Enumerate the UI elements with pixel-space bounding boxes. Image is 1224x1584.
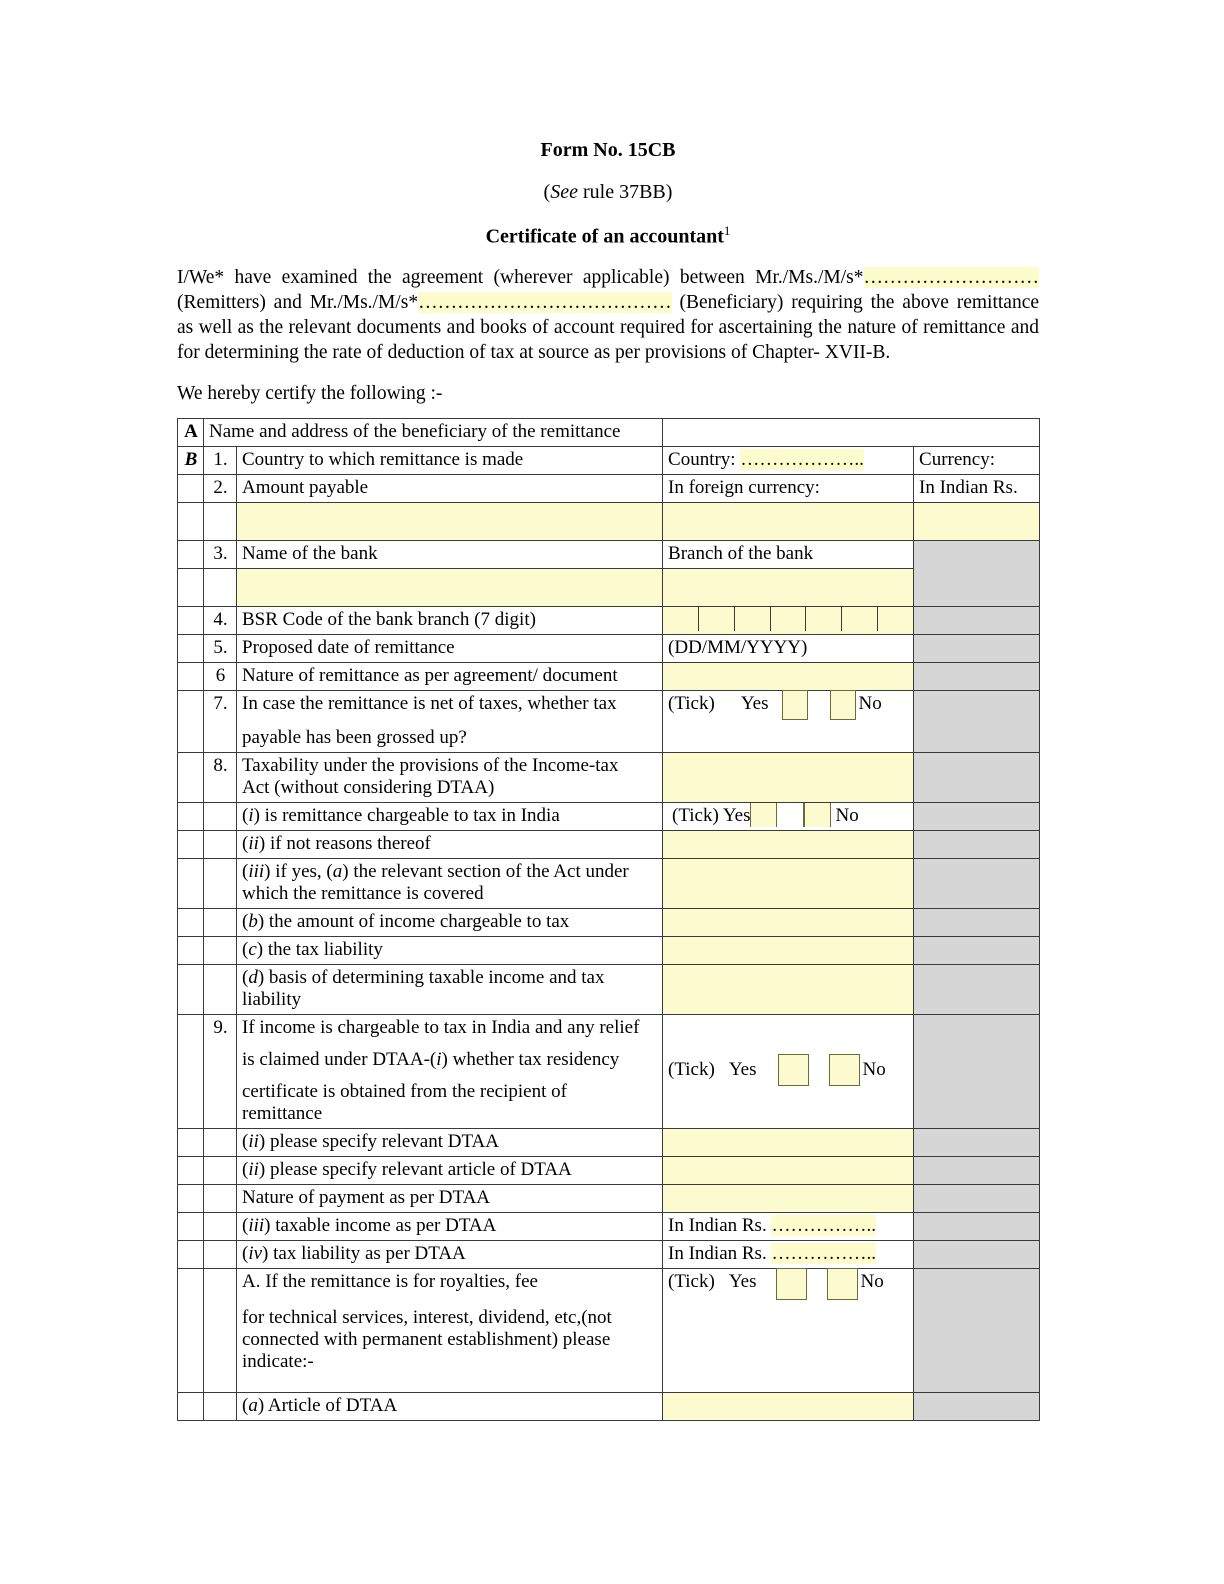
row-8i-no-label: No [835,804,859,826]
row-9iia-number-blank [204,1128,237,1156]
row-nature-label: Nature of payment as per DTAA [237,1184,663,1212]
row-9iii-label-text: ) taxable income as per DTAA [264,1214,497,1236]
table-row-article-dtaa [178,1392,1040,1420]
bsr-digit-3[interactable] [735,607,771,631]
row-9-label-line2a: is claimed under DTAA-( [242,1048,437,1070]
row-6-number: 6 [204,662,237,690]
row-8ii-number-blank [204,830,237,858]
row-9iib-marker: ii [248,1158,259,1180]
row-8d-label: (d) basis of determining taxable income and tax liability [237,964,663,1014]
row-8ii-marker: ii [248,832,259,854]
row-8iii-field[interactable] [663,858,914,908]
row-royalties-line2: for technical services, interest, dividend, etc,(not [242,1306,612,1328]
section-a-marker: A [178,418,204,446]
row-2-foreign-currency-label: In foreign currency: [663,474,914,502]
row-8i-yes-checkbox[interactable] [750,803,777,827]
bsr-digit-7[interactable] [878,607,913,631]
row-royalties-label [237,1268,663,1392]
see-word: See [550,181,578,203]
row-1-country-label: Country: [668,448,741,470]
row-royalties-yes-label: Yes [728,1270,757,1292]
row-9iii-disabled-cell [914,1212,1040,1240]
table-row-8b [178,908,1040,936]
row-3-disabled-cell [914,540,1040,606]
table-row-6 [178,662,1040,690]
row-7-number: 7. [204,690,237,752]
row-royalties-line4: indicate:- [242,1350,314,1372]
row-6-label: Nature of remittance as per agreement/ document [237,662,663,690]
row-7-label-line2: payable has been grossed up? [242,726,467,748]
section-b-spacer-article [178,1392,204,1420]
row-9iib-label: (ii) please specify relevant article of DTAA [237,1156,663,1184]
table-row-2 [178,474,1040,502]
row-7-no-label: No [858,692,882,714]
row-9-label-line2 [242,1049,658,1071]
row-9-marker: i [436,1048,442,1070]
row-8c-number-blank [204,936,237,964]
row-8-number: 8. [204,752,237,802]
section-b-spacer-2b [178,502,204,540]
section-b-spacer-royalties [178,1268,204,1392]
bsr-digit-6[interactable] [842,607,878,631]
row-8iii-marker: iii [248,860,265,882]
row-royalties-line3: connected with permanent establishment) please [242,1328,611,1350]
row-3-branch-field[interactable] [663,568,914,606]
section-b-spacer-3b [178,568,204,606]
row-9iv-field[interactable] [663,1240,914,1268]
row-a-value-field[interactable] [663,418,1040,446]
row-royalties-number-blank [204,1268,237,1392]
intro-part-3: (Beneficiary) requiring the above remittance as well as the relevant documents and books of account required for ascertaining the nature of remittance and for determining the rate of deduction of tax at source as per provisions of Chapter- XVII-B. [177,291,1040,363]
row-nature-disabled-cell [914,1184,1040,1212]
table-row-9iii [178,1212,1040,1240]
row-9iii-label: (iii) taxable income as per DTAA [237,1212,663,1240]
row-9iib-field[interactable] [663,1156,914,1184]
row-6-disabled-cell [914,662,1040,690]
table-row-9ii-b [178,1156,1040,1184]
row-8ii-disabled-cell [914,830,1040,858]
rule-reference: (See rule 37BB) [543,181,673,203]
row-7-yes-label: Yes [740,692,769,714]
row-8c-label-text: ) the tax liability [256,938,383,960]
row-8-taxability-field[interactable] [663,752,914,802]
row-a-label: Name and address of the beneficiary of the remittance [204,418,663,446]
row-8ii-field[interactable] [663,830,914,858]
row-2-foreign-currency-field[interactable] [663,502,914,540]
table-row-1 [178,446,1040,474]
intro-part-2: (Remitters) and Mr./Ms./M/s* [177,291,419,313]
section-b-spacer-3 [178,540,204,568]
intro-part-1: I/We* have examined the agreement (wherever applicable) between Mr./Ms./M/s* [177,266,864,288]
row-9-no-checkbox[interactable] [829,1054,860,1086]
section-b-marker: B [178,446,204,474]
row-article-disabled-cell [914,1392,1040,1420]
row-8i-label: (i) is remittance chargeable to tax in India [237,802,663,830]
row-nature-number-blank [204,1184,237,1212]
table-row-3 [178,540,1040,568]
row-8i-disabled-cell [914,802,1040,830]
row-3-branch-label: Branch of the bank [663,540,914,568]
row-5-disabled-cell [914,634,1040,662]
section-b-spacer-8ii [178,830,204,858]
row-royalties-tick-group [668,1271,909,1300]
row-9iv-number-blank [204,1240,237,1268]
form-title: Form No. 15CB [540,139,676,161]
row-9iia-label-text: ) please specify relevant DTAA [258,1130,499,1152]
row-8i-number-blank [204,802,237,830]
row-9iia-field[interactable] [663,1128,914,1156]
beneficiary-blank: ………………………………… [418,291,672,313]
row-8i-yes-label: Yes [722,804,751,826]
row-9-disabled-cell [914,1014,1040,1128]
row-9-no-label: No [862,1058,886,1080]
row-8d-marker: d [248,966,258,988]
section-b-spacer-8c [178,936,204,964]
row-8iii-disabled-cell [914,858,1040,908]
row-9-yes-checkbox[interactable] [778,1054,809,1086]
row-2-indian-rs-label: In Indian Rs. [914,474,1040,502]
row-9-yes-label: Yes [728,1058,757,1080]
bsr-digit-1[interactable] [663,607,699,631]
row-9iv-marker: iv [248,1242,263,1264]
row-9iii-blank: …………….. [771,1214,876,1236]
row-5-label: Proposed date of remittance [237,634,663,662]
bsr-box-group [663,607,913,631]
row-4-disabled-cell [914,606,1040,634]
row-9-tick-field [663,1014,914,1128]
row-8i-tick-field [663,802,914,830]
row-8-disabled-cell [914,752,1040,802]
table-row-3-input [178,568,1040,606]
section-b-spacer-9iia [178,1128,204,1156]
table-row-5 [178,634,1040,662]
row-article-field[interactable] [663,1392,914,1420]
section-b-spacer-8i [178,802,204,830]
row-royalties-disabled-cell [914,1268,1040,1392]
row-7-tick-group [668,693,909,720]
row-8b-disabled-cell [914,908,1040,936]
row-2-number-blank [204,502,237,540]
table-row-4 [178,606,1040,634]
row-8-label [237,752,663,802]
row-9-tick-label: (Tick) [668,1058,715,1080]
row-7-disabled-cell [914,690,1040,752]
row-8c-label: (c) the tax liability [237,936,663,964]
row-8d-label-text: ) basis of determining taxable income and tax liability [242,966,605,1010]
row-8i-checkbox-gap [777,803,804,827]
row-9-number: 9. [204,1014,237,1128]
row-9iia-marker: ii [248,1130,259,1152]
certify-line: We hereby certify the following :- [177,382,443,404]
section-b-spacer-9iii [178,1212,204,1240]
section-b-spacer-8 [178,752,204,802]
row-article-marker: a [248,1394,258,1416]
table-row-7 [178,690,1040,752]
row-5-number: 5. [204,634,237,662]
remitter-blank: ……………………… [863,266,1039,288]
row-8b-field[interactable] [663,908,914,936]
row-1-label: Country to which remittance is made [237,446,663,474]
row-7-label [237,690,663,752]
table-row-9 [178,1014,1040,1128]
document-content [177,140,1039,1421]
row-royalties-no-checkbox[interactable] [827,1268,858,1300]
row-9-label [237,1014,663,1128]
row-9iv-disabled-cell [914,1240,1040,1268]
row-3-label: Name of the bank [237,540,663,568]
row-8iii-label-part-b: ) the relevant section of the Act under which the remittance is covered [242,860,629,904]
row-8i-tick-group [668,803,913,827]
section-b-spacer-7 [178,690,204,752]
table-row-8ii [178,830,1040,858]
certificate-title [177,224,1039,247]
rule-number: rule 37BB [577,181,666,203]
row-2-amount-label-field[interactable] [237,502,663,540]
row-8i-marker: i [248,804,254,826]
row-8b-number-blank [204,908,237,936]
row-royalties-tick-label: (Tick) [668,1270,715,1292]
section-b-spacer-8iii [178,858,204,908]
section-b-spacer-2 [178,474,204,502]
row-8iii-label-part-a: ) if yes, ( [264,860,333,882]
row-1-country-field[interactable] [663,446,914,474]
section-b-spacer-6 [178,662,204,690]
row-9iib-label-text: ) please specify relevant article of DTAA [258,1158,572,1180]
row-article-label-text: ) Article of DTAA [257,1394,398,1416]
row-8c-marker: c [248,938,257,960]
row-royalties-line1: A. If the remittance is for royalties, fee [242,1270,538,1292]
row-9iv-currency-label: In Indian Rs. [668,1242,772,1264]
row-7-yes-checkbox[interactable] [782,690,808,720]
row-8d-disabled-cell [914,964,1040,1014]
row-9iib-number-blank [204,1156,237,1184]
row-8b-label-text: ) the amount of income chargeable to tax [257,910,570,932]
row-8ii-label: (ii) if not reasons thereof [237,830,663,858]
row-9iia-label: (ii) please specify relevant DTAA [237,1128,663,1156]
row-8c-field[interactable] [663,936,914,964]
row-8i-no-checkbox[interactable] [804,803,831,827]
section-b-spacer-4 [178,606,204,634]
row-royalties-no-label: No [860,1270,884,1292]
row-8iii-number-blank [204,858,237,908]
row-8b-marker: b [248,910,258,932]
table-row-8 [178,752,1040,802]
row-8i-label-text: ) is remittance chargeable to tax in India [253,804,560,826]
row-9-label-line4: remittance [242,1102,323,1124]
form-table [177,418,1040,1421]
row-3-number-blank [204,568,237,606]
row-9iii-currency-label: In Indian Rs. [668,1214,772,1236]
table-row-8i [178,802,1040,830]
row-1-country-blank: ……………….. [740,448,864,470]
row-9iv-label-text: ) tax liability as per DTAA [262,1242,466,1264]
row-4-label: BSR Code of the bank branch (7 digit) [237,606,663,634]
row-9iii-field[interactable] [663,1212,914,1240]
row-nature-field[interactable] [663,1184,914,1212]
row-9iv-label: (iv) tax liability as per DTAA [237,1240,663,1268]
row-5-date-field[interactable]: (DD/MM/YYYY) [663,634,914,662]
row-9iv-blank: …………….. [771,1242,876,1264]
row-9-tick-group [668,1059,909,1086]
row-9iii-marker: iii [248,1214,265,1236]
row-7-tick-label: (Tick) [668,692,715,714]
row-7-label-line1: In case the remittance is net of taxes, whether tax [242,692,617,714]
row-9-label-line2b: ) whether tax residency [441,1048,620,1070]
row-8iii-marker-a: a [332,860,343,882]
row-8d-field[interactable] [663,964,914,1014]
bsr-digit-5[interactable] [806,607,842,631]
row-1-currency-field[interactable]: Currency: [914,446,1040,474]
row-2-number: 2. [204,474,237,502]
row-8iii-label: (iii) if yes, (a) the relevant section of the Act under which the remittance is covered [237,858,663,908]
section-b-spacer-5 [178,634,204,662]
section-b-spacer-8b [178,908,204,936]
row-6-nature-field[interactable] [663,662,914,690]
section-b-spacer-9iv [178,1240,204,1268]
row-8-label-line2: Act (without considering DTAA) [242,776,495,798]
table-row-royalties [178,1268,1040,1392]
table-row-a [178,418,1040,446]
row-9iii-number-blank [204,1212,237,1240]
row-royalties-tick-field [663,1268,914,1392]
row-9iia-disabled-cell [914,1128,1040,1156]
table-row-9ii-a [178,1128,1040,1156]
intro-paragraph [177,265,1039,365]
row-article-number-blank [204,1392,237,1420]
row-1-number: 1. [204,446,237,474]
row-8b-label: (b) the amount of income chargeable to tax [237,908,663,936]
table-row-8iii [178,858,1040,908]
certificate-title-text: Certificate of an accountant [485,225,724,248]
row-2-label: Amount payable [237,474,663,502]
row-7-no-checkbox[interactable] [830,690,856,720]
row-8i-tick-label: (Tick) [672,804,719,826]
table-row-9iv [178,1240,1040,1268]
table-row-8d [178,964,1040,1014]
row-8d-number-blank [204,964,237,1014]
section-b-spacer-9iib [178,1156,204,1184]
row-8ii-label-text: ) if not reasons thereof [258,832,431,854]
bsr-digit-2[interactable] [699,607,735,631]
row-royalties-yes-checkbox[interactable] [776,1268,807,1300]
table-row-2-input [178,502,1040,540]
section-b-spacer-nature [178,1184,204,1212]
row-4-number: 4. [204,606,237,634]
row-3-number: 3. [204,540,237,568]
section-b-spacer-8d [178,964,204,1014]
row-9-label-line1: If income is chargeable to tax in India and any relief [242,1016,640,1038]
row-article-label: (a) Article of DTAA [237,1392,663,1420]
footnote-marker: 1 [723,223,731,238]
row-8-label-line1: Taxability under the provisions of the Income-tax [242,754,619,776]
bsr-digit-4[interactable] [771,607,807,631]
row-3-bank-name-field[interactable] [237,568,663,606]
section-b-spacer-9 [178,1014,204,1128]
table-row-nature-of-payment [178,1184,1040,1212]
row-8c-disabled-cell [914,936,1040,964]
row-4-bsr-code-field[interactable] [663,606,914,634]
row-9iib-disabled-cell [914,1156,1040,1184]
row-2-indian-rs-field[interactable] [914,502,1040,540]
table-row-8c [178,936,1040,964]
row-7-tick-field [663,690,914,752]
row-9-label-line3: certificate is obtained from the recipient of [242,1080,567,1102]
